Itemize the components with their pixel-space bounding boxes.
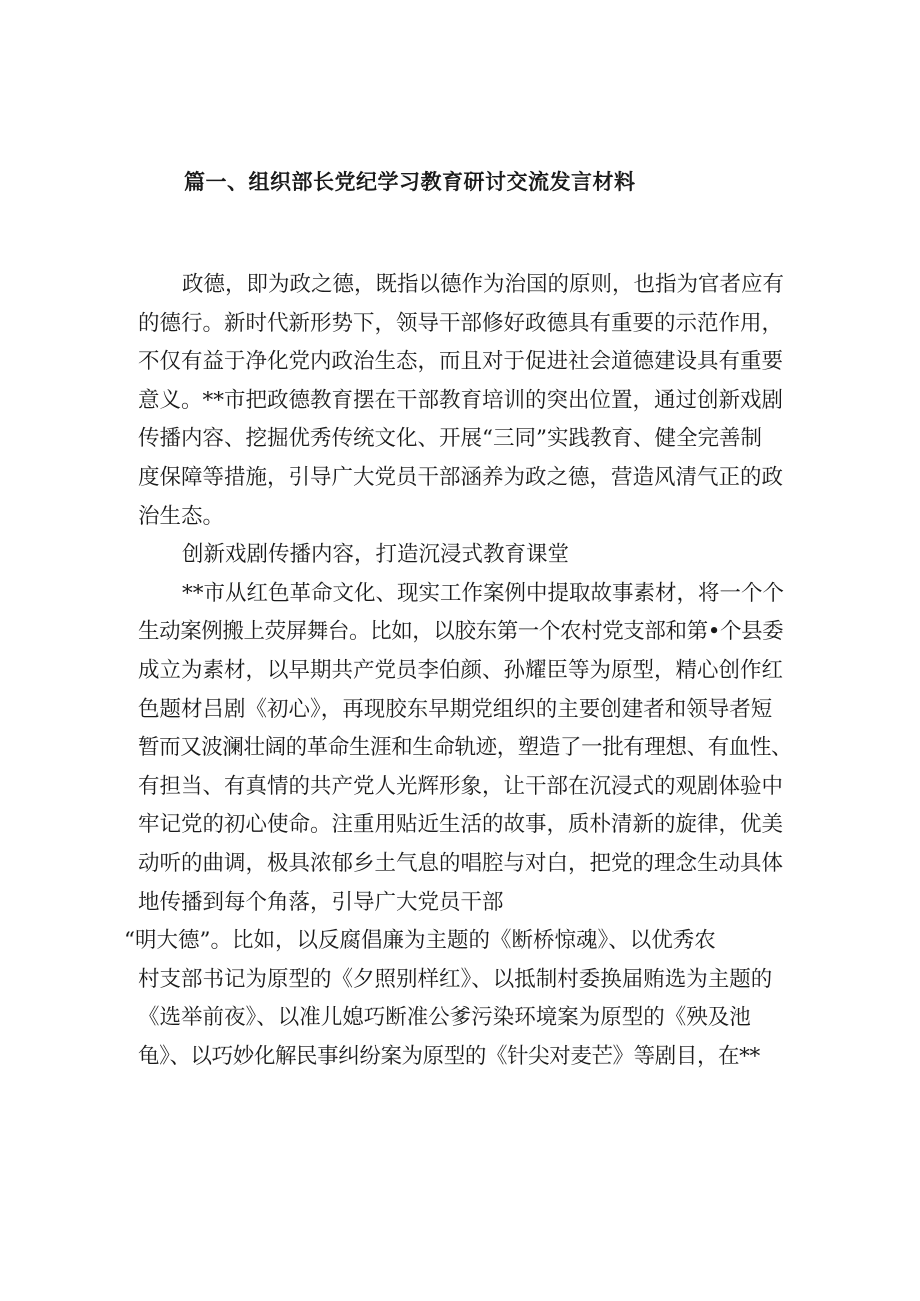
document-title: 篇一、组织部长党纪学习教育研讨交流发言材料 bbox=[184, 170, 636, 194]
paragraph-line: 色题材吕剧《初心》，再现胶东早期党组织的主要创建者和领导者短 bbox=[138, 696, 773, 722]
paragraph-line: 意义。**市把政德教育摆在干部教育培训的突出位置，通过创新戏剧 bbox=[138, 387, 784, 413]
paragraph-line: 成立为素材，以早期共产党员李伯颜、孙耀臣等为原型，精心创作红 bbox=[138, 657, 784, 683]
paragraph-line: 生动案例搬上荧屏舞台。比如，以胶东第一个农村党支部和第•个县委 bbox=[138, 619, 784, 645]
paragraph-line: 龟》、以巧妙化解民事纠纷案为原型的《针尖对麦芒》等剧目，在** bbox=[138, 1043, 760, 1069]
paragraph-line: 暂而又波澜壮阔的革命生涯和生命轨迹，塑造了一批有理想、有血性、 bbox=[138, 735, 793, 761]
paragraph-line: “明大德”。比如，以反腐倡廉为主题的《断桥惊魂》、以优秀农 bbox=[124, 928, 716, 954]
paragraph-line: 村支部书记为原型的《夕照别样红》、以抵制村委换届贿选为主题的 bbox=[138, 966, 773, 992]
document-body bbox=[124, 266, 798, 1076]
paragraph-line: 地传播到每个角落，引导广大党员干部 bbox=[138, 889, 504, 915]
paragraph-line: 的德行。新时代新形势下，领导干部修好政德具有重要的示范作用， bbox=[138, 310, 784, 336]
paragraph-line: 政德，即为政之德，既指以德作为治国的原则，也指为官者应有 bbox=[182, 272, 785, 297]
paragraph-line: 动听的曲调，极具浓郁乡土气息的唱腔与对白，把党的理念生动具体 bbox=[138, 850, 784, 876]
paragraph-line: 《选举前夜》、以准儿媳巧断准公爹污染环境案为原型的《殃及池 bbox=[138, 1005, 751, 1031]
paragraph-line: 度保障等措施，引导广大党员干部涵养为政之德，营造风清气正的政 bbox=[138, 464, 784, 490]
section-heading: 创新戏剧传播内容，打造沉浸式教育课堂 bbox=[182, 542, 570, 568]
paragraph-line: 不仅有益于净化党内政治生态，而且对于促进社会道德建设具有重要 bbox=[138, 349, 784, 375]
paragraph-line: 治生态。 bbox=[138, 503, 225, 529]
paragraph-line: **市从红色革命文化、现实工作案例中提取故事素材，将一个个 bbox=[182, 580, 785, 606]
paragraph-line: 有担当、有真情的共产党人光辉形象，让干部在沉浸式的观剧体验中 bbox=[138, 773, 784, 799]
paragraph-line: 牢记党的初心使命。注重用贴近生活的故事，质朴清新的旋律，优美 bbox=[138, 812, 784, 838]
paragraph-line: 传播内容、挖掘优秀传统文化、开展“三同”实践教育、健全完善制 bbox=[138, 426, 762, 452]
